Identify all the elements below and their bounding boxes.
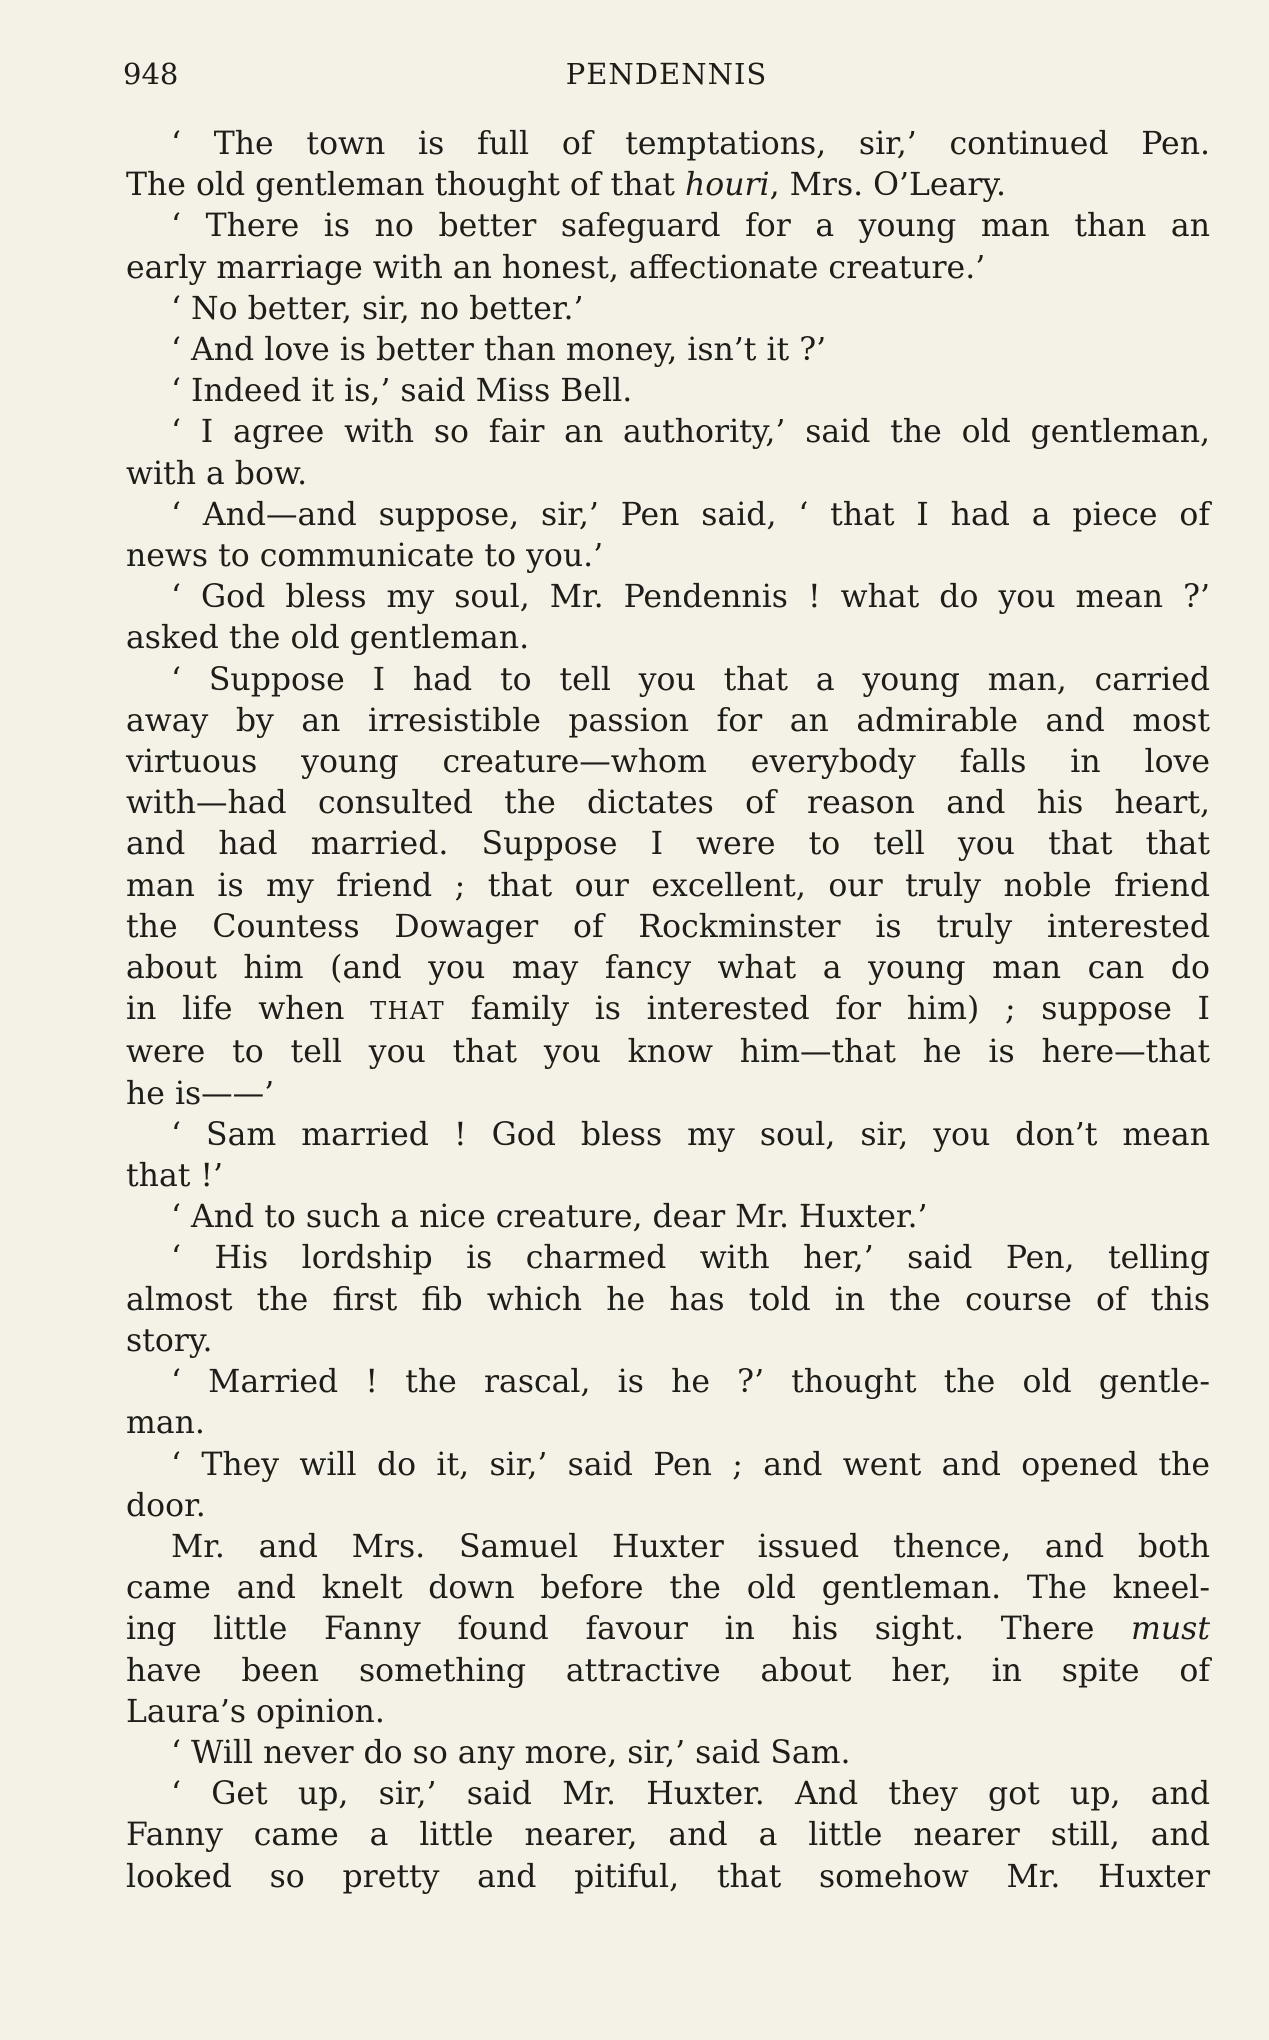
line-text: ‘ Suppose I had to tell you that a young man, carried [171,661,1210,698]
text-line [126,1815,1210,1856]
page-number: 948 [123,57,179,91]
line-text: door. [126,1487,206,1524]
text-line [126,1568,1210,1609]
text-line [126,1074,1210,1115]
text-line [126,1609,1210,1650]
italic-word: must [1131,1611,1210,1648]
line-text: ‘ They will do it, sir,’ said Pen ; and went and opened the [171,1446,1210,1483]
text-line [126,124,1210,165]
text-line [126,412,1210,453]
text-line [126,165,1210,206]
line-text: ‘ Sam married ! God bless my soul, sir, you don’t mean [171,1116,1210,1153]
text-line [126,1651,1210,1692]
running-title: PENDENNIS [565,57,768,91]
line-text: Mr. and Mrs. Samuel Huxter issued thence, and both [171,1528,1210,1565]
text-line [126,1527,1210,1568]
page-header [123,52,1210,96]
text-line [126,289,1210,330]
text-line [126,824,1210,865]
text-line [126,783,1210,824]
line-text: ‘ Married ! the rascal, is he ?’ thought the old gentle- [171,1364,1210,1401]
text-line [126,701,1210,742]
line-text: with—had consulted the dictates of reason and his heart, [126,785,1210,822]
line-text: ‘ And love is better than money, isn’t it ?’ [171,332,827,369]
text-line [126,1774,1210,1815]
text-line [126,1238,1210,1279]
line-text: looked so pretty and pitiful, that somehow Mr. Huxter [126,1858,1210,1895]
line-text: ‘ His lordship is charmed with her,’ said Pen, telling [171,1240,1210,1277]
line-text: The old gentleman thought of that [126,167,685,204]
text-line [126,1445,1210,1486]
line-text: the Countess Dowager of Rockminster is truly interested [126,908,1210,945]
text-line [126,1733,1210,1774]
text-line [126,907,1210,948]
line-text: with a bow. [126,455,308,492]
text-line [126,371,1210,412]
text-line [126,454,1210,495]
line-text-continued: family is interested for him) ; suppose I [445,991,1210,1028]
text-line [126,536,1210,577]
text-line [126,330,1210,371]
text-line [126,1321,1210,1362]
text-line [126,660,1210,701]
line-text-continued: , Mrs. O’Leary. [769,167,1007,204]
line-text: about him (and you may fancy what a young man can do [126,950,1210,987]
line-text: ‘ No better, sir, no better.’ [171,290,584,327]
line-text: that !’ [126,1158,224,1195]
text-line [126,1857,1210,1898]
body-text [126,124,1210,1898]
line-text: news to communicate to you.’ [126,538,604,575]
line-text: came and knelt down before the old gentleman. The kneel- [126,1570,1210,1607]
text-line [126,1692,1210,1733]
line-text: ‘ And to such a nice creature, dear Mr. Huxter.’ [171,1199,928,1236]
text-line [126,866,1210,907]
line-text: ‘ And—and suppose, sir,’ Pen said, ‘ that I had a piece of [171,496,1210,533]
line-text: have been something attractive about her, in spite of [126,1652,1210,1689]
line-text: Laura’s opinion. [126,1693,385,1730]
line-text: ‘ The town is full of temptations, sir,’ continued Pen. [171,126,1210,162]
text-line [126,495,1210,536]
text-line [126,1197,1210,1238]
line-text: ing little Fanny found favour in his sight. There [126,1611,1132,1648]
line-text: almost the first fib which he has told in the course of this [126,1281,1210,1318]
line-text: and had married. Suppose I were to tell you that that [126,826,1210,863]
text-line [126,742,1210,783]
text-line [126,248,1210,289]
text-line [126,1115,1210,1156]
line-text: away by an irresistible passion for an admirable and most [126,702,1210,739]
line-text: ‘ Get up, sir,’ said Mr. Huxter. And they got up, and [171,1776,1210,1813]
line-text: ‘ There is no better safeguard for a young man than an [171,208,1210,245]
text-line [126,948,1210,989]
line-text: ‘ Will never do so any more, sir,’ said Sam. [171,1734,851,1771]
line-text: man. [126,1405,205,1442]
text-line [126,1156,1210,1197]
italic-word: houri [684,167,770,204]
text-line [126,1362,1210,1403]
text-line [126,1403,1210,1444]
text-line [126,206,1210,247]
line-text: man is my friend ; that our excellent, our truly noble friend [126,867,1210,904]
line-text: ‘ Indeed it is,’ said Miss Bell. [171,373,633,410]
text-line [126,1280,1210,1321]
line-text: in life when [126,991,371,1028]
line-text: asked the old gentleman. [126,620,530,657]
line-text: early marriage with an honest, affectionate creature.’ [126,249,986,286]
line-text: story. [126,1322,213,1359]
line-text: he is——’ [126,1075,275,1112]
line-text: virtuous young creature—whom everybody falls in love [126,744,1210,781]
text-line [126,618,1210,659]
text-line [126,1032,1210,1073]
line-text: ‘ God bless my soul, Mr. Pendennis ! what do you mean ?’ [171,579,1210,616]
small-caps-word: THAT [370,997,446,1026]
line-text: Fanny came a little nearer, and a little nearer still, and [126,1817,1210,1854]
line-text: were to tell you that you know him—that he is here—that [126,1034,1210,1071]
text-line [126,577,1210,618]
text-line [126,1486,1210,1527]
text-line [126,989,1210,1032]
line-text: ‘ I agree with so fair an authority,’ said the old gentleman, [171,414,1210,451]
